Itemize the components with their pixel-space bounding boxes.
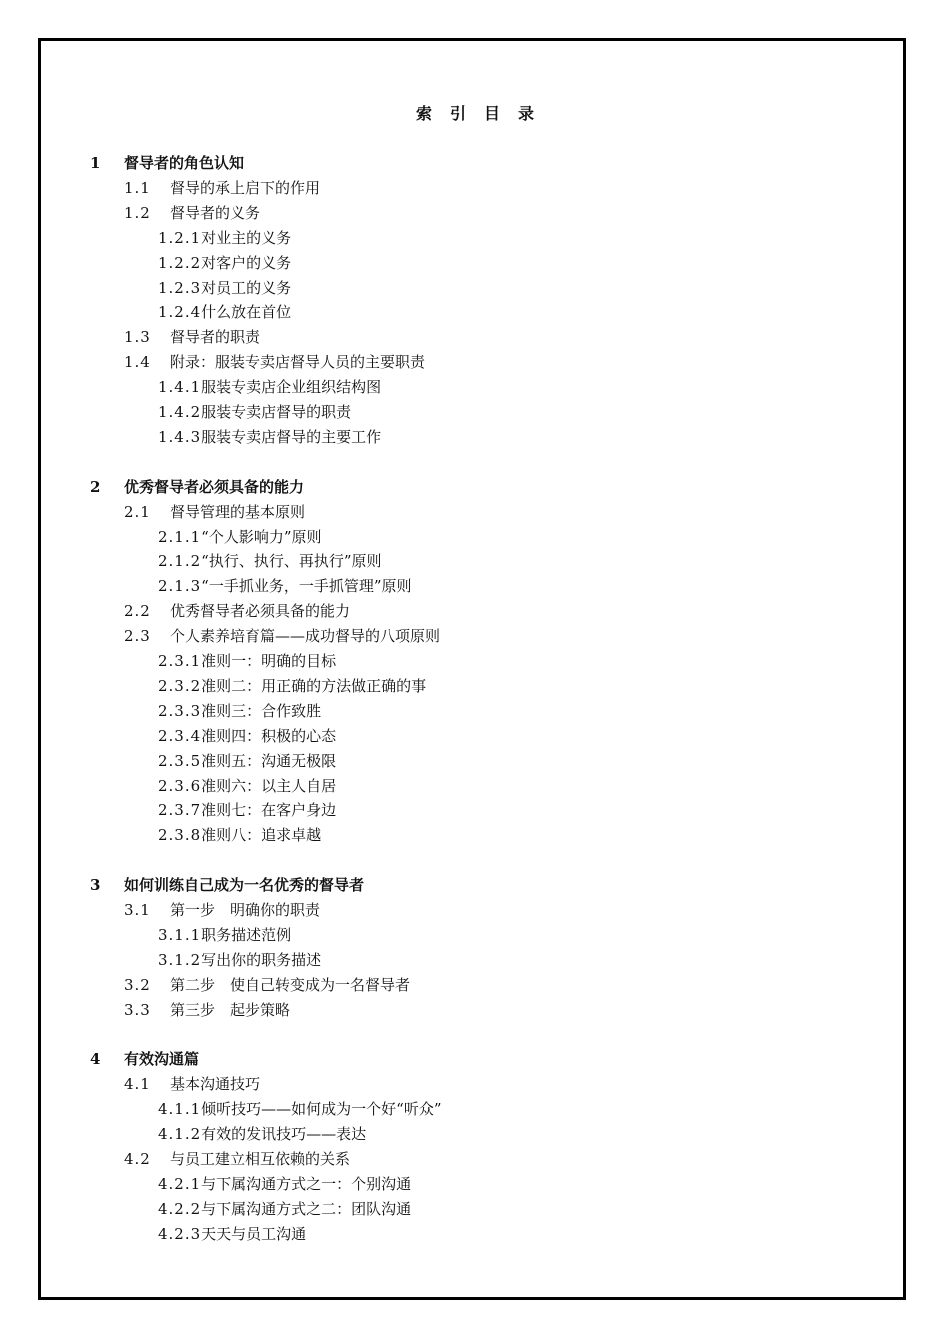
toc-section[interactable] bbox=[124, 1000, 290, 1020]
entry-title: 服装专卖店督导的主要工作 bbox=[201, 427, 382, 446]
entry-number: 1.2.4 bbox=[158, 303, 202, 322]
entry-title: 督导者的角色认知 bbox=[124, 154, 245, 172]
toc-subsection[interactable] bbox=[158, 1199, 411, 1219]
entry-number: 4.2 bbox=[124, 1150, 151, 1168]
entry-title: 个人素养培育篇——成功督导的八项原则 bbox=[170, 627, 441, 646]
toc-subsection[interactable] bbox=[158, 651, 336, 671]
entry-title: 准则二：用正确的方法做正确的事 bbox=[201, 676, 427, 695]
entry-number: 3.1.1 bbox=[158, 925, 202, 944]
toc-section[interactable] bbox=[124, 178, 320, 198]
toc-section[interactable] bbox=[124, 601, 350, 621]
entry-title: 服装专卖店企业组织结构图 bbox=[201, 378, 382, 397]
entry-title: 优秀督导者必须具备的能力 bbox=[170, 602, 351, 621]
entry-number: 4.1.2 bbox=[158, 1125, 202, 1144]
entry-title: 写出你的职务描述 bbox=[201, 950, 322, 969]
toc-subsection[interactable] bbox=[158, 253, 291, 273]
toc-subsection[interactable] bbox=[158, 1099, 442, 1119]
entry-number: 2.2 bbox=[124, 602, 151, 621]
entry-number: 2.3.2 bbox=[158, 676, 202, 695]
entry-number: 2.1.2 bbox=[158, 552, 202, 571]
entry-number: 3.1 bbox=[124, 901, 151, 919]
entry-number: 4.2.3 bbox=[158, 1224, 202, 1243]
entry-title: 对业主的义务 bbox=[201, 228, 292, 247]
entry-number: 2.3.8 bbox=[158, 826, 202, 845]
entry-title: 与下属沟通方式之一：个别沟通 bbox=[201, 1174, 412, 1193]
toc-section[interactable] bbox=[124, 352, 425, 372]
toc-subsection[interactable] bbox=[158, 950, 321, 970]
entry-title: 对客户的义务 bbox=[201, 253, 292, 272]
entry-number: 2.3.3 bbox=[158, 701, 202, 720]
entry-title: 服装专卖店督导的职责 bbox=[201, 403, 352, 421]
entry-number: 4 bbox=[90, 1050, 101, 1069]
entry-number: 3.3 bbox=[124, 1000, 151, 1019]
toc-subsection[interactable] bbox=[158, 726, 336, 746]
entry-number: 1.3 bbox=[124, 328, 151, 347]
toc-section[interactable] bbox=[124, 626, 440, 646]
entry-title: 与员工建立相互依赖的关系 bbox=[170, 1150, 351, 1168]
entry-number: 2.3.1 bbox=[158, 652, 202, 670]
toc-subsection[interactable] bbox=[158, 402, 351, 422]
entry-number: 1.2.2 bbox=[158, 253, 202, 272]
toc-chapter[interactable] bbox=[90, 477, 304, 497]
toc-subsection[interactable] bbox=[158, 377, 381, 397]
entry-title: 督导者的义务 bbox=[170, 203, 261, 222]
entry-title: 有效沟通篇 bbox=[124, 1050, 200, 1069]
entry-number: 1.2.1 bbox=[158, 228, 202, 247]
entry-title: “一手抓业务，一手抓管理”原则 bbox=[201, 577, 412, 596]
entry-title: 准则五：沟通无极限 bbox=[201, 751, 337, 770]
entry-number: 4.2.1 bbox=[158, 1174, 202, 1193]
entry-number: 3 bbox=[90, 876, 101, 895]
entry-title: 督导者的职责 bbox=[170, 328, 261, 347]
entry-number: 4.2.2 bbox=[158, 1199, 202, 1218]
entry-title: 什么放在首位 bbox=[201, 303, 292, 322]
entry-number: 1.4 bbox=[124, 353, 151, 372]
toc-section[interactable] bbox=[124, 203, 260, 223]
entry-title: 准则三：合作致胜 bbox=[201, 701, 322, 720]
toc-subsection[interactable] bbox=[158, 576, 412, 596]
toc-subsection[interactable] bbox=[158, 800, 336, 820]
toc-subsection[interactable] bbox=[158, 527, 322, 547]
page-title: 索引目录 bbox=[415, 104, 552, 123]
entry-number: 2.3.7 bbox=[158, 801, 202, 820]
entry-title: 准则一：明确的目标 bbox=[201, 652, 337, 670]
entry-title: 与下属沟通方式之二：团队沟通 bbox=[201, 1199, 412, 1218]
entry-title: 准则四：积极的心态 bbox=[201, 726, 337, 745]
entry-number: 1.2.3 bbox=[158, 278, 202, 297]
toc-section[interactable] bbox=[124, 900, 320, 920]
toc-subsection[interactable] bbox=[158, 302, 291, 322]
entry-number: 1.4.3 bbox=[158, 427, 202, 446]
entry-number: 4.1.1 bbox=[158, 1100, 202, 1119]
toc-section[interactable] bbox=[124, 502, 305, 522]
entry-title: 准则六：以主人自居 bbox=[201, 776, 337, 795]
entry-title: “执行、执行、再执行”原则 bbox=[201, 552, 382, 571]
toc-subsection[interactable] bbox=[158, 278, 291, 298]
toc-chapter[interactable] bbox=[90, 875, 364, 895]
entry-title: 如何训练自己成为一名优秀的督导者 bbox=[124, 876, 365, 895]
entry-number: 1.4.1 bbox=[158, 378, 202, 397]
toc-section[interactable] bbox=[124, 975, 410, 995]
entry-number: 2.3 bbox=[124, 627, 151, 646]
entry-title: 有效的发讯技巧——表达 bbox=[201, 1125, 367, 1144]
entry-title: 第一步 明确你的职责 bbox=[170, 901, 321, 919]
entry-title: 第二步 使自己转变成为一名督导者 bbox=[170, 975, 411, 994]
entry-number: 4.1 bbox=[124, 1075, 151, 1094]
toc-subsection[interactable] bbox=[158, 776, 336, 796]
entry-number: 2.1.1 bbox=[158, 527, 202, 546]
entry-title: 督导的承上启下的作用 bbox=[170, 178, 321, 197]
entry-number: 1 bbox=[90, 154, 101, 172]
entry-title: 督导管理的基本原则 bbox=[170, 502, 306, 521]
toc-subsection[interactable] bbox=[158, 1124, 366, 1144]
toc-subsection[interactable] bbox=[158, 701, 321, 721]
entry-number: 2.3.6 bbox=[158, 776, 202, 795]
toc-subsection[interactable] bbox=[158, 1224, 306, 1244]
entry-number: 1.1 bbox=[124, 178, 151, 197]
entry-title: 第三步 起步策略 bbox=[170, 1000, 291, 1019]
toc-subsection[interactable] bbox=[158, 1174, 411, 1194]
entry-number: 2.3.4 bbox=[158, 726, 202, 745]
toc-subsection[interactable] bbox=[158, 825, 321, 845]
toc-subsection[interactable] bbox=[158, 751, 336, 771]
entry-number: 1.4.2 bbox=[158, 403, 202, 421]
entry-number: 2.3.5 bbox=[158, 751, 202, 770]
toc-subsection[interactable] bbox=[158, 551, 382, 571]
entry-title: 准则八：追求卓越 bbox=[201, 826, 322, 845]
toc-section[interactable] bbox=[124, 1149, 350, 1169]
entry-number: 2.1.3 bbox=[158, 577, 202, 596]
toc-section[interactable] bbox=[124, 327, 260, 347]
entry-number: 2.1 bbox=[124, 502, 151, 521]
entry-number: 3.1.2 bbox=[158, 950, 202, 969]
entry-number: 1.2 bbox=[124, 203, 151, 222]
toc-subsection[interactable] bbox=[158, 228, 291, 248]
entry-title: 对员工的义务 bbox=[201, 278, 292, 297]
entry-title: 基本沟通技巧 bbox=[170, 1075, 261, 1094]
entry-title: 附录：服装专卖店督导人员的主要职责 bbox=[170, 353, 426, 372]
entry-title: 准则七：在客户身边 bbox=[201, 801, 337, 820]
toc-subsection[interactable] bbox=[158, 925, 291, 945]
toc-subsection[interactable] bbox=[158, 427, 381, 447]
toc-section[interactable] bbox=[124, 1074, 260, 1094]
entry-title: “个人影响力”原则 bbox=[201, 527, 322, 546]
entry-number: 3.2 bbox=[124, 975, 151, 994]
toc-chapter[interactable] bbox=[90, 153, 244, 173]
entry-number: 2 bbox=[90, 477, 101, 496]
toc-subsection[interactable] bbox=[158, 676, 426, 696]
entry-title: 倾听技巧——如何成为一个好“听众” bbox=[201, 1100, 442, 1119]
toc-chapter[interactable] bbox=[90, 1049, 199, 1069]
entry-title: 天天与员工沟通 bbox=[201, 1224, 307, 1243]
entry-title: 优秀督导者必须具备的能力 bbox=[124, 477, 305, 496]
entry-title: 职务描述范例 bbox=[201, 925, 292, 944]
